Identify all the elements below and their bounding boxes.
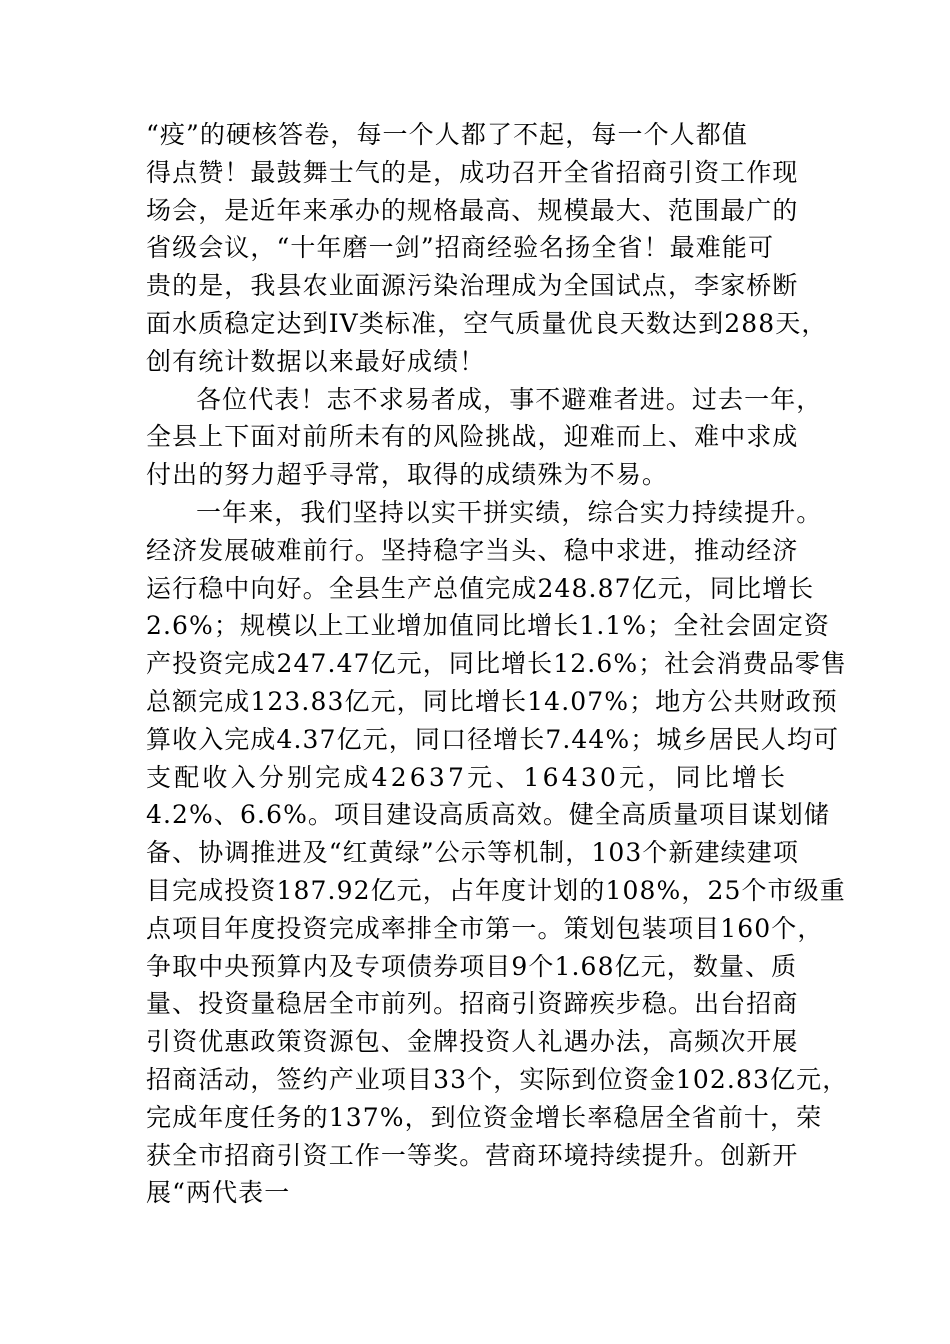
text-line: 完成年度任务的137%，到位资金增长率稳居全省前十，荣	[146, 1102, 823, 1132]
text-line: 算收入完成4.37亿元，同口径增长7.44%；城乡居民人均可	[146, 724, 840, 754]
document-body	[146, 116, 849, 1212]
text-line: 一年来，我们坚持以实干拼实绩，综合实力持续提升。	[196, 497, 823, 527]
paragraph-2	[146, 381, 826, 494]
text-line: 面水质稳定达到IV类标准，空气质量优良天数达到288天，	[146, 308, 828, 338]
text-line: “疫”的硬核答卷，每一个人都了不起，每一个人都值	[146, 120, 748, 149]
text-line: 点项目年度投资完成率排全市第一。策划包装项目160个，	[146, 913, 824, 943]
text-line: 2.6%；规模以上工业增加值同比增长1.1%；全社会固定资	[146, 611, 830, 641]
text-line: 量、投资量稳居全市前列。招商引资蹄疾步稳。出台招商	[146, 989, 799, 1019]
paragraph-3	[146, 494, 849, 1212]
text-line: 支配收入分别完成42637元、16430元，同比增长	[146, 762, 789, 792]
text-line: 获全市招商引资工作一等奖。营商环境持续提升。创新开	[146, 1140, 799, 1170]
text-line: 场会，是近年来承办的规格最高、规模最大、范围最广的	[146, 195, 799, 225]
text-line: 产投资完成247.47亿元，同比增长12.6%；社会消费品零售	[146, 649, 847, 679]
text-line: 得点赞！最鼓舞士气的是，成功召开全省招商引资工作现	[146, 157, 799, 187]
text-line: 全县上下面对前所未有的风险挑战，迎难而上、难中求成	[146, 422, 799, 452]
text-line: 备、协调推进及“红黄绿”公示等机制，103个新建续建项	[146, 838, 799, 868]
text-line: 目完成投资187.92亿元，占年度计划的108%，25个市级重	[146, 875, 846, 905]
text-line: 招商活动，签约产业项目33个，实际到位资金102.83亿元，	[146, 1064, 849, 1094]
text-line: 总额完成123.83亿元，同比增长14.07%；地方公共财政预	[146, 686, 838, 716]
text-line: 4.2%、6.6%。项目建设高质高效。健全高质量项目谋划储	[146, 800, 830, 830]
text-line: 展“两代表一	[146, 1178, 291, 1208]
text-line: 运行稳中向好。全县生产总值完成248.87亿元，同比增长	[146, 573, 815, 603]
text-line: 引资优惠政策资源包、金牌投资人礼遇办法，高频次开展	[146, 1027, 799, 1057]
text-line: 各位代表！志不求易者成，事不避难者进。过去一年，	[196, 384, 823, 414]
text-line: 争取中央预算内及专项债券项目9个1.68亿元，数量、质	[146, 951, 798, 981]
text-line: 付出的努力超乎寻常，取得的成绩殊为不易。	[146, 460, 669, 490]
paragraph-1	[146, 116, 826, 381]
text-line: 经济发展破难前行。坚持稳字当头、稳中求进，推动经济	[146, 535, 799, 565]
text-line: 省级会议，“十年磨一剑”招商经验名扬全省！最难能可	[146, 233, 775, 263]
text-line: 创有统计数据以来最好成绩！	[146, 346, 486, 376]
text-line: 贵的是，我县农业面源污染治理成为全国试点，李家桥断	[146, 271, 799, 301]
